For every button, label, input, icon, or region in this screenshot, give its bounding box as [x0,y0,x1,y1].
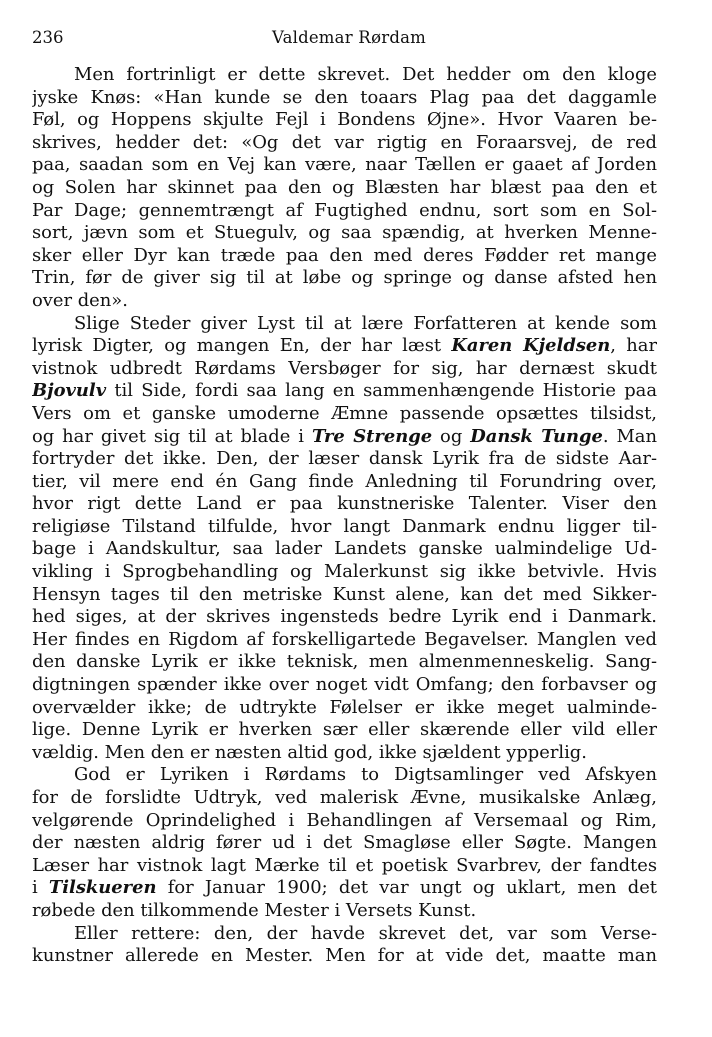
text-line: lige. Denne Lyrik er hverken sær eller skærende eller vild eller [32,719,657,741]
text-line: over den». [32,289,128,311]
text-line: God er Lyriken i Rørdams to Digtsamlinger ved Afskyen [74,764,657,786]
text-line: sker eller Dyr kan træde paa den med deres Fødder ret mange [32,244,657,266]
text-line: og Solen har skinnet paa den og Blæsten har blæst paa den et [32,176,657,198]
text-line: for de forslidte Udtryk, ved malerisk Ævne, musikalske Anlæg, [32,787,657,808]
text-line: skrives, hedder det: «Og det var rigtig en Foraarsvej, de red [32,131,657,153]
text-line: Føl, og Hoppens skjulte Fejl i Bondens Øjne». Hvor Vaaren be- [32,109,657,131]
text-line: bage i Aandskultur, saa lader Landets ganske ualmindelige Ud- [32,538,657,560]
text-line: vældig. Men den er næsten altid god, ikke sjældent ypperlig. [32,741,587,763]
book-title: Tre Strenge [311,425,433,447]
text-line: vistnok udbredt Rørdams Versbøger for sig, har dernæst skudt [32,357,657,379]
text-line: Men fortrinligt er dette skrevet. Det hedder om den kloge [74,64,657,85]
text-line: Eller rettere: den, der havde skrevet det, var som Verse- [74,922,657,944]
text-line: Her findes en Rigdom af forskelligartede Begavelser. Manglen ved [32,628,657,650]
book-title: Karen Kjeldsen [451,335,611,357]
book-title: Bjovulv [32,380,107,402]
text-segment: i [32,877,49,899]
page-number: 236 [32,28,64,47]
text-line: fortryder det ikke. Den, der læser dansk Lyrik fra de sidste Aar- [32,448,657,470]
text-line: paa, saadan som en Vej kan være, naar Tællen er gaaet af Jorden [32,154,657,176]
page-header [32,28,666,54]
text-line: Trin, før de giver sig til at løbe og springe og danse afsted hen [32,267,657,289]
text-line: digtningen spænder ikke over noget vidt Omfang; den forbavser og [32,674,657,696]
text-line: Slige Steder giver Lyst til at lære Forfatteren at kende som [74,312,657,334]
text-line: jyske Knøs: «Han kunde se den toaars Plag paa det daggamle [32,86,657,108]
text-line: den danske Lyrik er ikke teknisk, men almenmenneskelig. Sang- [32,651,657,673]
journal-title: Tilskueren [48,877,157,899]
text-line: tier, vil mere end én Gang finde Anledning til Forundring over, [32,470,657,492]
text-segment: og har givet sig til at blade i [32,425,312,447]
text-line: hvor rigt dette Land er paa kunstneriske Talenter. Viser den [32,493,657,515]
text-line-with-title [32,335,657,358]
text-line: der næsten aldrig fører ud i det Smagløse eller Søgte. Mangen [32,832,657,854]
text-line: Hensyn tages til den metriske Kunst alene, kan det med Sikker- [32,583,657,605]
text-line: overvælder ikke; de udtrykte Følelser er ikke meget ualminde- [32,696,657,718]
text-segment: for Januar 1900; det var ungt og uklart, men det [156,877,657,899]
text-segment: , har [610,335,657,357]
text-line: kunstner allerede en Mester. Men for at vide det, maatte man [32,945,657,967]
text-line: røbede den tilkommende Mester i Versets Kunst. [32,899,477,921]
text-line-with-title [32,380,657,403]
text-line: Par Dage; gennemtrængt af Fugtighed endnu, sort som en Sol- [32,199,657,221]
body-text [32,64,657,968]
text-segment: lyrisk Digter, og mangen En, der har læst [32,335,452,357]
text-line-with-title [32,877,657,900]
running-title: Valdemar Rørdam [271,28,427,47]
text-line: Vers om et ganske umoderne Æmne passende opsættes tilsidst, [32,402,657,424]
text-segment: og [432,425,471,447]
text-line-with-title [32,426,657,449]
text-line: velgørende Oprindelighed i Behandlingen af Versemaal og Rim, [32,809,657,831]
text-line: hed siges, at der skrives ingensteds bedre Lyrik end i Danmark. [32,606,657,628]
book-title: Dansk Tunge [470,425,603,447]
text-line: religiøse Tilstand tilfulde, hvor langt Danmark endnu ligger til- [32,515,657,537]
text-line: vikling i Sprogbehandling og Malerkunst sig ikke betvivle. Hvis [32,561,657,583]
text-line: sort, jævn som et Stuegulv, og saa spændig, at hverken Menne- [32,222,657,244]
text-segment: . Man [602,425,657,447]
text-segment: til Side, fordi saa lang en sammenhængende Historie paa [106,380,657,402]
text-line: Læser har vistnok lagt Mærke til et poetisk Svarbrev, der fandtes [32,854,657,876]
